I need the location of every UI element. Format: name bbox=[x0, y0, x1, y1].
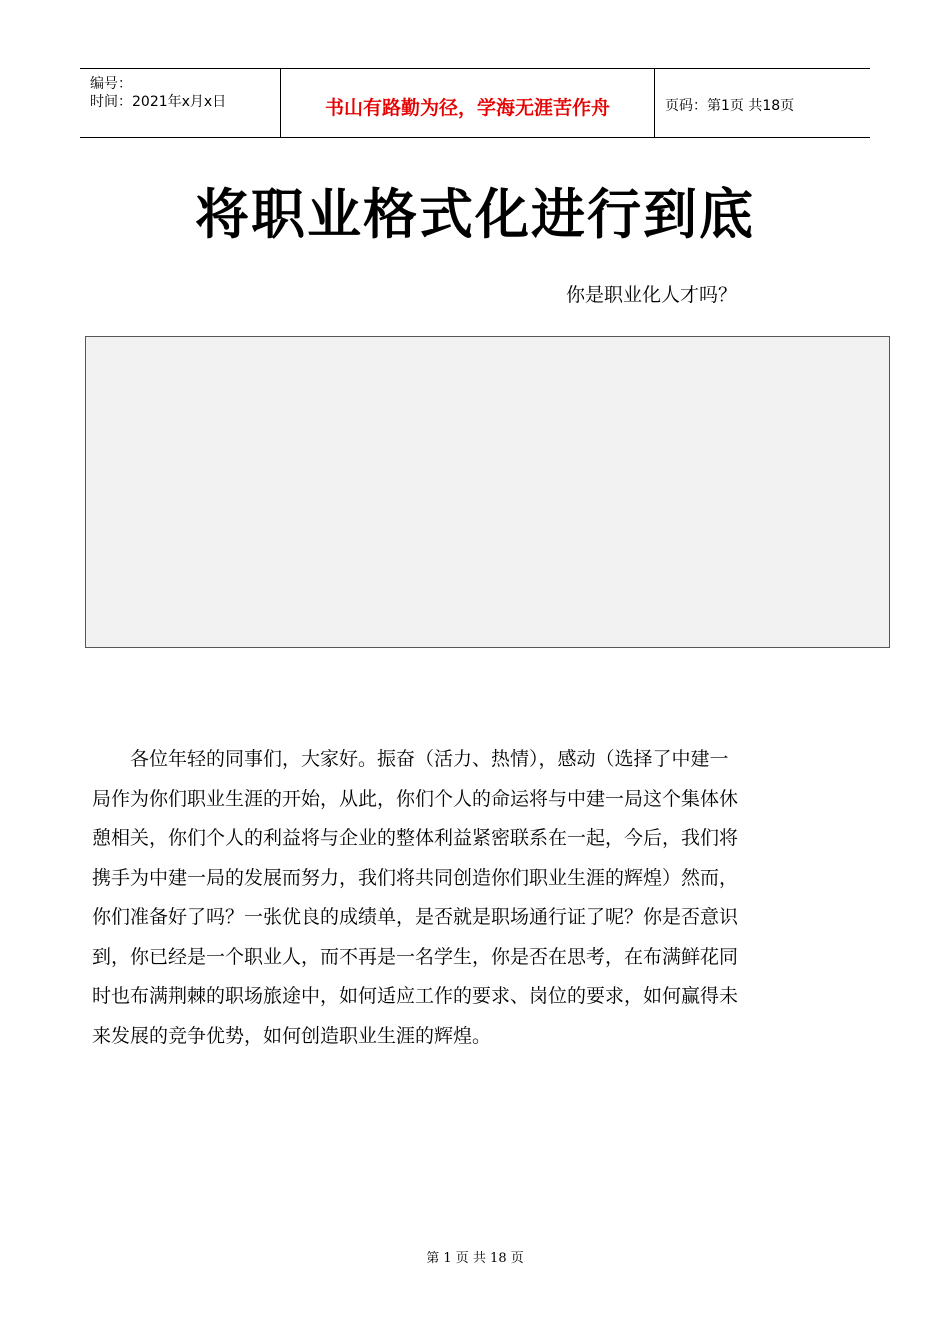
paragraph-line: 到，你已经是一个职业人，而不再是一名学生，你是否在思考，在布满鲜花同 bbox=[92, 945, 739, 968]
header-motto-cell bbox=[281, 69, 655, 137]
motto-text: 书山有路勤为径，学海无涯苦作舟 bbox=[324, 97, 610, 119]
document-subtitle: 你是职业化人才吗？ bbox=[566, 284, 738, 306]
image-placeholder bbox=[85, 336, 890, 648]
paragraph-line: 你们准备好了吗？一张优良的成绩单，是否就是职场通行证了呢？你是否意识 bbox=[92, 906, 739, 928]
header-page-cell bbox=[655, 69, 870, 137]
time-label: 时间：2021年x月x日 bbox=[90, 94, 227, 110]
paragraph-line: 来发展的竞争优势，如何创造职业生涯的辉煌。 bbox=[92, 1024, 492, 1047]
document-title: 将职业格式化进行到底 bbox=[195, 183, 755, 246]
number-label: 编号： bbox=[90, 76, 132, 92]
header-table bbox=[80, 68, 870, 138]
body-paragraph bbox=[92, 740, 857, 1056]
page-info: 页码：第1页 共18页 bbox=[665, 98, 795, 114]
paragraph-line: 各位年轻的同事们，大家好。振奋（活力、热情），感动（选择了中建一 bbox=[92, 748, 729, 770]
page-footer: 第 1 页 共 18 页 bbox=[426, 1251, 524, 1266]
paragraph-line: 憩相关，你们个人的利益将与企业的整体利益紧密联系在一起，今后，我们将 bbox=[92, 827, 739, 849]
paragraph-line: 局作为你们职业生涯的开始，从此，你们个人的命运将与中建一局这个集体休 bbox=[92, 787, 739, 810]
paragraph-line: 携手为中建一局的发展而努力，我们将共同创造你们职业生涯的辉煌）然而， bbox=[92, 866, 739, 889]
paragraph-line: 时也布满荆棘的职场旅途中，如何适应工作的要求、岗位的要求，如何赢得未 bbox=[92, 985, 739, 1007]
header-meta-cell bbox=[80, 69, 281, 137]
